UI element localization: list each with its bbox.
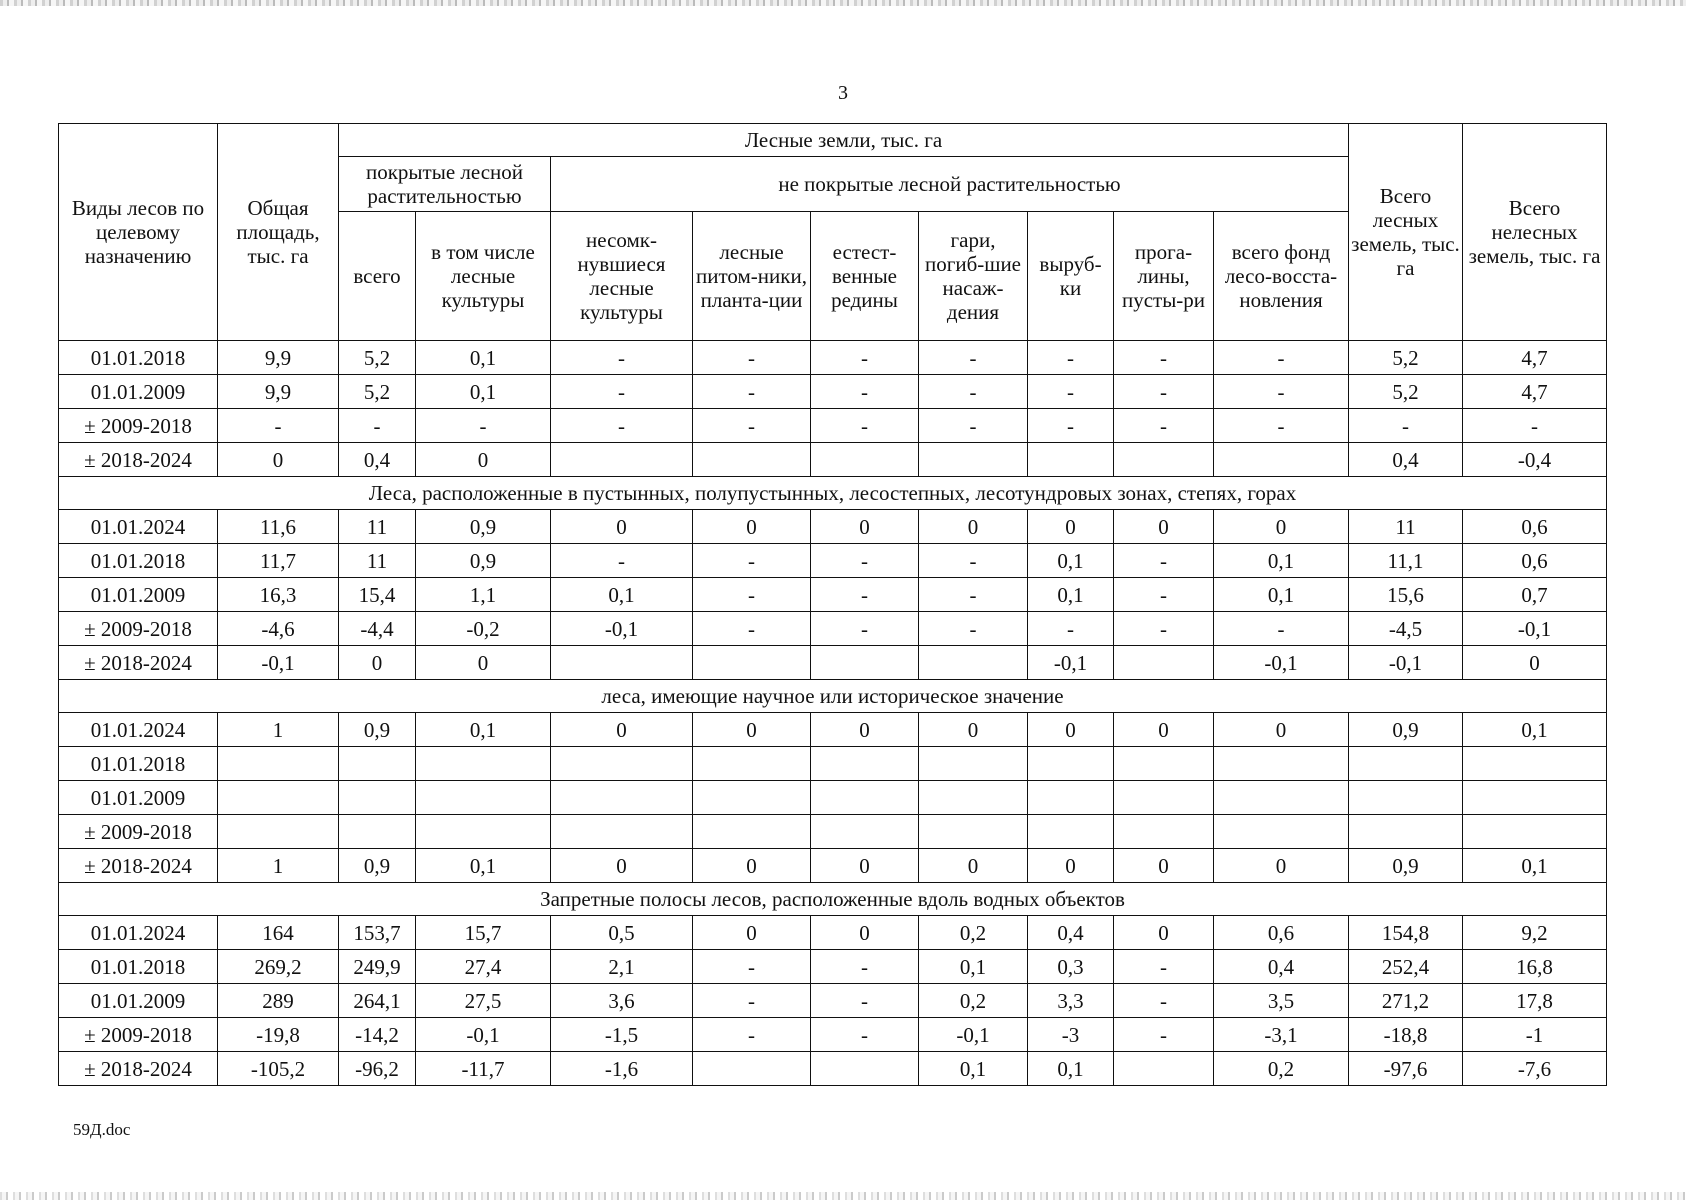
table-cell: -4,5 — [1349, 612, 1463, 646]
table-cell — [218, 747, 339, 781]
table-cell: 0,9 — [1349, 849, 1463, 883]
table-cell: 0 — [1214, 713, 1349, 747]
table-cell: - — [811, 375, 919, 409]
table-cell: -97,6 — [1349, 1052, 1463, 1086]
row-label: ± 2018-2024 — [59, 849, 218, 883]
table-cell: 1 — [218, 713, 339, 747]
table-cell: 0 — [1028, 713, 1114, 747]
table-row — [59, 747, 1607, 781]
table-cell: - — [693, 578, 811, 612]
header-total-nonforest: Всего нелесных земель, тыс. га — [1463, 124, 1607, 341]
table-cell: 11,6 — [218, 510, 339, 544]
table-cell: 0 — [339, 646, 416, 680]
header-nurseries: лесные питом-ники, планта-ции — [693, 212, 811, 341]
table-cell: 16,3 — [218, 578, 339, 612]
table-cell: -1 — [1463, 1018, 1607, 1052]
table-cell — [919, 815, 1028, 849]
table-cell — [811, 781, 919, 815]
table-row — [59, 612, 1607, 646]
table-cell: 0,1 — [1463, 849, 1607, 883]
table-cell — [693, 1052, 811, 1086]
table-cell — [1214, 815, 1349, 849]
table-header — [59, 124, 1607, 341]
table-cell: 0,2 — [1214, 1052, 1349, 1086]
row-label: 01.01.2009 — [59, 375, 218, 409]
table-cell: - — [1214, 612, 1349, 646]
table-cell: 3,3 — [1028, 984, 1114, 1018]
table-cell: 0 — [218, 443, 339, 477]
table-cell: 0,1 — [416, 713, 551, 747]
row-label: ± 2009-2018 — [59, 612, 218, 646]
table-cell: - — [1114, 1018, 1214, 1052]
table-cell: - — [1114, 341, 1214, 375]
table-cell: -105,2 — [218, 1052, 339, 1086]
table-cell — [693, 781, 811, 815]
header-reforest: всего фонд лесо-восста-новления — [1214, 212, 1349, 341]
table-row — [59, 443, 1607, 477]
table-cell — [218, 781, 339, 815]
table-cell: -4,4 — [339, 612, 416, 646]
table-cell — [416, 747, 551, 781]
table-cell — [339, 747, 416, 781]
table-cell: 0 — [1114, 849, 1214, 883]
table-cell: - — [1114, 544, 1214, 578]
table-cell: -0,1 — [218, 646, 339, 680]
table-cell: - — [218, 409, 339, 443]
table-cell — [551, 781, 693, 815]
table-cell: 0,1 — [919, 1052, 1028, 1086]
table-row — [59, 713, 1607, 747]
table-cell: 0 — [693, 713, 811, 747]
section-row — [59, 680, 1607, 713]
row-label: 01.01.2024 — [59, 510, 218, 544]
table-cell: 0 — [551, 510, 693, 544]
table-cell: 271,2 — [1349, 984, 1463, 1018]
table-cell: 11,7 — [218, 544, 339, 578]
table-cell: 1,1 — [416, 578, 551, 612]
table-cell: - — [693, 984, 811, 1018]
table-cell: -0,1 — [1349, 646, 1463, 680]
table-cell: 11,1 — [1349, 544, 1463, 578]
table-cell — [1028, 815, 1114, 849]
table-cell: 11 — [339, 544, 416, 578]
table-cell: - — [811, 544, 919, 578]
table-cell: 0 — [693, 849, 811, 883]
table-cell: 9,9 — [218, 341, 339, 375]
table-cell: 164 — [218, 916, 339, 950]
table-cell — [1214, 443, 1349, 477]
table-cell: 153,7 — [339, 916, 416, 950]
table-cell — [1028, 781, 1114, 815]
table-cell — [811, 443, 919, 477]
table-cell: - — [1028, 341, 1114, 375]
table-cell: 0,1 — [551, 578, 693, 612]
table-cell — [551, 747, 693, 781]
table-cell — [339, 815, 416, 849]
table-cell: 4,7 — [1463, 375, 1607, 409]
header-burned: гари, погиб-шие насаж-дения — [919, 212, 1028, 341]
table-cell: - — [416, 409, 551, 443]
table-cell: - — [1114, 612, 1214, 646]
footer-filename: 59Д.doc — [73, 1120, 131, 1139]
table-cell: 0,1 — [416, 849, 551, 883]
section-title: Леса, расположенные в пустынных, полупустынных, лесостепных, лесотундровых зонах, степях, горах — [59, 477, 1607, 510]
table-cell: 0,4 — [1214, 950, 1349, 984]
table-cell: 0,9 — [1349, 713, 1463, 747]
table-cell: 0,4 — [339, 443, 416, 477]
table-cell: 0 — [1214, 510, 1349, 544]
table-cell: - — [1028, 409, 1114, 443]
header-sparse: естест-венные редины — [811, 212, 919, 341]
table-cell: 0 — [1214, 849, 1349, 883]
table-cell: -4,6 — [218, 612, 339, 646]
table-row — [59, 1018, 1607, 1052]
table-cell: - — [1028, 375, 1114, 409]
table-cell: -11,7 — [416, 1052, 551, 1086]
table-cell: 9,2 — [1463, 916, 1607, 950]
table-cell: -0,1 — [1214, 646, 1349, 680]
table-row — [59, 544, 1607, 578]
table-cell: - — [693, 544, 811, 578]
table-cell: 3,5 — [1214, 984, 1349, 1018]
table-cell: 0,1 — [1214, 544, 1349, 578]
row-label: 01.01.2009 — [59, 578, 218, 612]
table-cell: - — [811, 984, 919, 1018]
table-cell — [1114, 815, 1214, 849]
table-cell: 0,1 — [416, 341, 551, 375]
table-cell: 5,2 — [1349, 341, 1463, 375]
table-cell — [1114, 646, 1214, 680]
table-cell: - — [919, 341, 1028, 375]
table-cell: -96,2 — [339, 1052, 416, 1086]
table-cell: - — [1114, 984, 1214, 1018]
table-cell: 0,3 — [1028, 950, 1114, 984]
row-label: 01.01.2018 — [59, 544, 218, 578]
header-cultures: в том числе лесные культуры — [416, 212, 551, 341]
table-row — [59, 1052, 1607, 1086]
table-cell: - — [1214, 341, 1349, 375]
table-cell: 0 — [1114, 713, 1214, 747]
table-cell — [1349, 747, 1463, 781]
table-cell: -0,1 — [416, 1018, 551, 1052]
header-unclosed: несомк-нувшиеся лесные культуры — [551, 212, 693, 341]
row-label: 01.01.2018 — [59, 341, 218, 375]
table-cell: 252,4 — [1349, 950, 1463, 984]
table-cell — [339, 781, 416, 815]
table-cell: - — [811, 612, 919, 646]
row-label: ± 2018-2024 — [59, 646, 218, 680]
section-title: леса, имеющие научное или историческое значение — [59, 680, 1607, 713]
table-cell: -3 — [1028, 1018, 1114, 1052]
table-cell: - — [1114, 578, 1214, 612]
table-row — [59, 375, 1607, 409]
table-cell — [416, 815, 551, 849]
table-cell: 0,1 — [1214, 578, 1349, 612]
table-cell: - — [919, 375, 1028, 409]
header-total-area: Общая площадь, тыс. га — [218, 124, 339, 341]
table-cell — [1463, 815, 1607, 849]
section-row — [59, 883, 1607, 916]
table-cell: 0,1 — [1463, 713, 1607, 747]
table-cell — [1349, 815, 1463, 849]
table-cell: 154,8 — [1349, 916, 1463, 950]
table-cell: 249,9 — [339, 950, 416, 984]
table-cell: 15,6 — [1349, 578, 1463, 612]
table-cell: 0 — [693, 510, 811, 544]
table-cell — [811, 815, 919, 849]
table-row — [59, 409, 1607, 443]
table-cell: - — [1114, 950, 1214, 984]
header-total-forest: Всего лесных земель, тыс. га — [1349, 124, 1463, 341]
table-cell: 3,6 — [551, 984, 693, 1018]
table-cell: - — [919, 578, 1028, 612]
table-cell: 0,5 — [551, 916, 693, 950]
table-cell: 15,4 — [339, 578, 416, 612]
table-cell: -1,5 — [551, 1018, 693, 1052]
table-cell — [551, 443, 693, 477]
table-cell — [551, 646, 693, 680]
table-cell: -14,2 — [339, 1018, 416, 1052]
table-cell: 0 — [551, 849, 693, 883]
table-cell: - — [551, 341, 693, 375]
table-row — [59, 578, 1607, 612]
table-cell: 0,1 — [1028, 544, 1114, 578]
table-row — [59, 849, 1607, 883]
table-cell: - — [811, 578, 919, 612]
header-not-covered: не покрытые лесной растительностью — [551, 157, 1349, 212]
table-cell: - — [693, 341, 811, 375]
header-forest-lands: Лесные земли, тыс. га — [339, 124, 1349, 157]
table-row — [59, 815, 1607, 849]
row-label: 01.01.2018 — [59, 950, 218, 984]
table-cell: 0,9 — [339, 849, 416, 883]
table-cell: - — [693, 409, 811, 443]
table-cell: -0,4 — [1463, 443, 1607, 477]
table-body — [59, 341, 1607, 1086]
table-cell — [218, 815, 339, 849]
table-cell: 5,2 — [339, 341, 416, 375]
table-cell: - — [693, 612, 811, 646]
header-glades: прога-лины, пусты-ри — [1114, 212, 1214, 341]
table-cell: 0,4 — [1349, 443, 1463, 477]
table-cell: 0 — [919, 849, 1028, 883]
table-cell: -0,1 — [1028, 646, 1114, 680]
table-cell: 15,7 — [416, 916, 551, 950]
row-label: 01.01.2024 — [59, 713, 218, 747]
table-cell: 0,1 — [919, 950, 1028, 984]
table-cell: - — [811, 341, 919, 375]
table-cell: 0,9 — [339, 713, 416, 747]
table-cell — [551, 815, 693, 849]
table-cell — [1214, 781, 1349, 815]
table-cell: 0,6 — [1463, 544, 1607, 578]
table-cell — [919, 646, 1028, 680]
table-cell: 0 — [811, 849, 919, 883]
table-cell: 17,8 — [1463, 984, 1607, 1018]
table-cell: 27,4 — [416, 950, 551, 984]
table-cell: 0 — [1463, 646, 1607, 680]
table-cell: -7,6 — [1463, 1052, 1607, 1086]
table-cell: 0,6 — [1463, 510, 1607, 544]
table-cell: 27,5 — [416, 984, 551, 1018]
table-cell: 0,9 — [416, 510, 551, 544]
table-cell: 264,1 — [339, 984, 416, 1018]
table-cell: -0,2 — [416, 612, 551, 646]
row-label: 01.01.2009 — [59, 984, 218, 1018]
table-cell: 0 — [919, 713, 1028, 747]
table-cell — [1214, 747, 1349, 781]
table-cell — [919, 747, 1028, 781]
row-label: 01.01.2009 — [59, 781, 218, 815]
table-cell — [1028, 747, 1114, 781]
scan-edge-bottom — [0, 1192, 1686, 1200]
table-cell: 0 — [1028, 849, 1114, 883]
table-cell — [919, 781, 1028, 815]
table-cell: - — [1114, 375, 1214, 409]
row-label: ± 2009-2018 — [59, 409, 218, 443]
table-row — [59, 646, 1607, 680]
table-row — [59, 341, 1607, 375]
table-cell: 16,8 — [1463, 950, 1607, 984]
table-cell: - — [811, 950, 919, 984]
table-cell: 0 — [416, 443, 551, 477]
table-cell: - — [811, 409, 919, 443]
table-cell: 11 — [339, 510, 416, 544]
table-cell: -0,1 — [919, 1018, 1028, 1052]
table-cell: - — [1114, 409, 1214, 443]
table-cell: 0 — [416, 646, 551, 680]
table-cell: 0,2 — [919, 984, 1028, 1018]
table-cell: 0,9 — [416, 544, 551, 578]
table-cell — [1114, 1052, 1214, 1086]
table-cell: 0 — [811, 713, 919, 747]
table-cell — [1114, 747, 1214, 781]
table-cell: -1,6 — [551, 1052, 693, 1086]
table-cell: 2,1 — [551, 950, 693, 984]
scan-edge-top — [0, 0, 1686, 6]
page-number: 3 — [838, 82, 848, 104]
table-cell: - — [919, 544, 1028, 578]
table-cell — [1114, 443, 1214, 477]
row-label: 01.01.2018 — [59, 747, 218, 781]
row-label: ± 2009-2018 — [59, 815, 218, 849]
forest-lands-table — [58, 123, 1607, 1086]
table-cell — [811, 646, 919, 680]
table-row — [59, 916, 1607, 950]
header-clearcuts: выруб-ки — [1028, 212, 1114, 341]
table-cell: - — [919, 409, 1028, 443]
table-cell: 11 — [1349, 510, 1463, 544]
table-cell: 289 — [218, 984, 339, 1018]
row-label: ± 2018-2024 — [59, 1052, 218, 1086]
table-cell: - — [693, 375, 811, 409]
table-cell — [693, 815, 811, 849]
table-cell: - — [1463, 409, 1607, 443]
row-label: ± 2018-2024 — [59, 443, 218, 477]
table-cell: - — [551, 409, 693, 443]
table-cell: 0,2 — [919, 916, 1028, 950]
table-cell: 0 — [919, 510, 1028, 544]
table-cell: - — [1214, 409, 1349, 443]
table-cell: - — [1349, 409, 1463, 443]
table-cell — [1349, 781, 1463, 815]
table-cell: 0,1 — [1028, 578, 1114, 612]
table-cell: - — [693, 1018, 811, 1052]
table-cell: -3,1 — [1214, 1018, 1349, 1052]
table-cell: 1 — [218, 849, 339, 883]
table-cell — [693, 646, 811, 680]
row-label: ± 2009-2018 — [59, 1018, 218, 1052]
table-cell — [693, 747, 811, 781]
table-cell: 0 — [811, 916, 919, 950]
section-title: Запретные полосы лесов, расположенные вдоль водных объектов — [59, 883, 1607, 916]
table-cell — [919, 443, 1028, 477]
table-row — [59, 984, 1607, 1018]
table-cell: - — [919, 612, 1028, 646]
table-cell — [1463, 781, 1607, 815]
header-covered: покрытые лесной растительностью — [339, 157, 551, 212]
table-cell: 0,6 — [1214, 916, 1349, 950]
table-cell: 0,1 — [1028, 1052, 1114, 1086]
header-type: Виды лесов по целевому назначению — [59, 124, 218, 341]
table-cell: 5,2 — [1349, 375, 1463, 409]
table-cell: 0,1 — [416, 375, 551, 409]
table-row — [59, 781, 1607, 815]
table-cell: 269,2 — [218, 950, 339, 984]
table-cell: 0 — [551, 713, 693, 747]
table-cell: - — [551, 375, 693, 409]
table-cell — [1114, 781, 1214, 815]
table-row — [59, 950, 1607, 984]
table-cell — [811, 747, 919, 781]
table-cell: 4,7 — [1463, 341, 1607, 375]
table-cell: - — [811, 1018, 919, 1052]
table-cell — [811, 1052, 919, 1086]
table-cell: - — [1214, 375, 1349, 409]
table-cell: - — [339, 409, 416, 443]
table-cell — [1463, 747, 1607, 781]
table-cell — [416, 781, 551, 815]
table-cell: 0 — [1028, 510, 1114, 544]
table-cell: 0 — [1114, 510, 1214, 544]
table-cell: -19,8 — [218, 1018, 339, 1052]
table-cell: -18,8 — [1349, 1018, 1463, 1052]
row-label: 01.01.2024 — [59, 916, 218, 950]
table-cell: 0 — [693, 916, 811, 950]
table-row — [59, 510, 1607, 544]
table-cell: 5,2 — [339, 375, 416, 409]
table-cell — [1028, 443, 1114, 477]
table-cell — [693, 443, 811, 477]
table-cell: 0 — [811, 510, 919, 544]
table-cell: 0,7 — [1463, 578, 1607, 612]
table-cell: -0,1 — [551, 612, 693, 646]
table-cell: -0,1 — [1463, 612, 1607, 646]
section-row — [59, 477, 1607, 510]
table-cell: - — [693, 950, 811, 984]
header-all: всего — [339, 212, 416, 341]
table-cell: 9,9 — [218, 375, 339, 409]
table-cell: - — [1028, 612, 1114, 646]
table-cell: 0 — [1114, 916, 1214, 950]
table-cell: - — [551, 544, 693, 578]
table-cell: 0,4 — [1028, 916, 1114, 950]
